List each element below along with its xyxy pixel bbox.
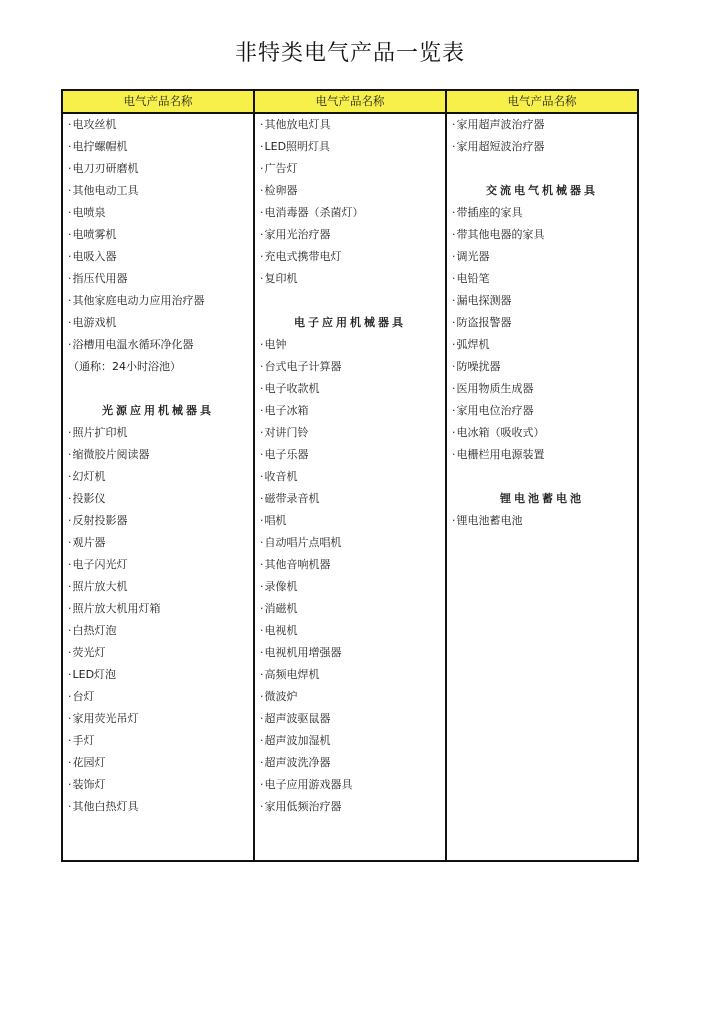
list-item: · 锂电池蓄电池 (447, 510, 637, 532)
list-item: · 家用超短波治疗器 (447, 136, 637, 158)
list-item: · 电刀刃研磨机 (63, 158, 253, 180)
section-heading: 交流电气机械器具 (486, 184, 598, 197)
list-item: · 其他家庭电动力应用治疗器 (63, 290, 253, 312)
list-item: · 台灯 (63, 686, 253, 708)
list-item: · 弧焊机 (447, 334, 637, 356)
list-item: · 漏电探测器 (447, 290, 637, 312)
column-list (63, 114, 253, 818)
list-item: · 电攻丝机 (63, 114, 253, 136)
list-item: · 防噪扰器 (447, 356, 637, 378)
list-item: · 其他白热灯具 (63, 796, 253, 818)
list-item: · 电消毒器（杀菌灯） (255, 202, 445, 224)
list-item: · 消磁机 (255, 598, 445, 620)
list-item: · 电栅栏用电源装置 (447, 444, 637, 466)
list-item: · 电冰箱（吸收式） (447, 422, 637, 444)
list-item: · 电游戏机 (63, 312, 253, 334)
list-item: · 电子应用游戏器具 (255, 774, 445, 796)
product-table (61, 89, 639, 862)
list-item: · 带插座的家具 (447, 202, 637, 224)
list-item: · 充电式携带电灯 (255, 246, 445, 268)
column-header: 电气产品名称 (255, 91, 445, 114)
list-item: · 电子闪光灯 (63, 554, 253, 576)
list-item: · 缩微胶片阅读器 (63, 444, 253, 466)
list-item: · 台式电子计算器 (255, 356, 445, 378)
list-item: · 检卵器 (255, 180, 445, 202)
list-item: · 电子收款机 (255, 378, 445, 400)
list-item: · 带其他电器的家具 (447, 224, 637, 246)
list-item: · 家用超声波治疗器 (447, 114, 637, 136)
list-item: · 照片放大机 (63, 576, 253, 598)
list-item: · 微波炉 (255, 686, 445, 708)
list-item: · 其他音响机器 (255, 554, 445, 576)
page-title: 非特类电气产品一览表 (234, 41, 465, 66)
list-item: · 投影仪 (63, 488, 253, 510)
list-item: · 其他放电灯具 (255, 114, 445, 136)
list-item: · 其他电动工具 (63, 180, 253, 202)
table-column-1 (63, 91, 253, 860)
list-item: · 家用光治疗器 (255, 224, 445, 246)
list-item: · 电吸入器 (63, 246, 253, 268)
list-item: · 调光器 (447, 246, 637, 268)
list-item: · 广告灯 (255, 158, 445, 180)
list-item: · 超声波洗净器 (255, 752, 445, 774)
list-item: · 自动唱片点唱机 (255, 532, 445, 554)
column-header: 电气产品名称 (447, 91, 637, 114)
list-item: · 超声波加湿机 (255, 730, 445, 752)
list-item: · 复印机 (255, 268, 445, 290)
list-item: · 电喷雾机 (63, 224, 253, 246)
list-item: · 超声波驱鼠器 (255, 708, 445, 730)
list-item: · LED灯泡 (63, 664, 253, 686)
list-item-note: （通称：24小时浴池） (68, 360, 181, 373)
section-heading: 电子应用机械器具 (294, 316, 406, 329)
list-item: · 装饰灯 (63, 774, 253, 796)
list-item: · 电拧螺帽机 (63, 136, 253, 158)
list-item: · 防盗报警器 (447, 312, 637, 334)
list-item: · 浴槽用电温水循环净化器 (63, 334, 253, 356)
section-heading: 锂电池蓄电池 (500, 492, 584, 505)
list-item: · 照片放大机用灯箱 (63, 598, 253, 620)
column-header: 电气产品名称 (63, 91, 253, 114)
list-item: · 对讲门铃 (255, 422, 445, 444)
list-item: · 荧光灯 (63, 642, 253, 664)
list-item: · LED照明灯具 (255, 136, 445, 158)
table-column-3 (445, 91, 637, 860)
spacer-row (447, 466, 637, 488)
list-item: · 家用电位治疗器 (447, 400, 637, 422)
list-item: · 家用低频治疗器 (255, 796, 445, 818)
list-item: · 照片扩印机 (63, 422, 253, 444)
spacer-row (447, 158, 637, 180)
list-item: · 电视机 (255, 620, 445, 642)
list-item: · 家用荧光吊灯 (63, 708, 253, 730)
list-item: · 指压代用器 (63, 268, 253, 290)
list-item: · 磁带录音机 (255, 488, 445, 510)
list-item: · 观片器 (63, 532, 253, 554)
list-item: · 收音机 (255, 466, 445, 488)
list-item: · 幻灯机 (63, 466, 253, 488)
spacer-row (255, 290, 445, 312)
table-column-2 (253, 91, 445, 860)
list-item: · 电子乐器 (255, 444, 445, 466)
list-item: · 花园灯 (63, 752, 253, 774)
column-list (255, 114, 445, 818)
list-item: · 录像机 (255, 576, 445, 598)
column-list (447, 114, 637, 532)
list-item: · 高频电焊机 (255, 664, 445, 686)
list-item: · 唱机 (255, 510, 445, 532)
list-item: · 电喷泉 (63, 202, 253, 224)
list-item: · 手灯 (63, 730, 253, 752)
list-item: · 电子冰箱 (255, 400, 445, 422)
list-item: · 反射投影器 (63, 510, 253, 532)
section-heading: 光源应用机械器具 (102, 404, 214, 417)
list-item: · 电铅笔 (447, 268, 637, 290)
spacer-row (63, 378, 253, 400)
list-item: · 医用物质生成器 (447, 378, 637, 400)
list-item: · 电视机用增强器 (255, 642, 445, 664)
list-item: · 白热灯泡 (63, 620, 253, 642)
list-item: · 电钟 (255, 334, 445, 356)
